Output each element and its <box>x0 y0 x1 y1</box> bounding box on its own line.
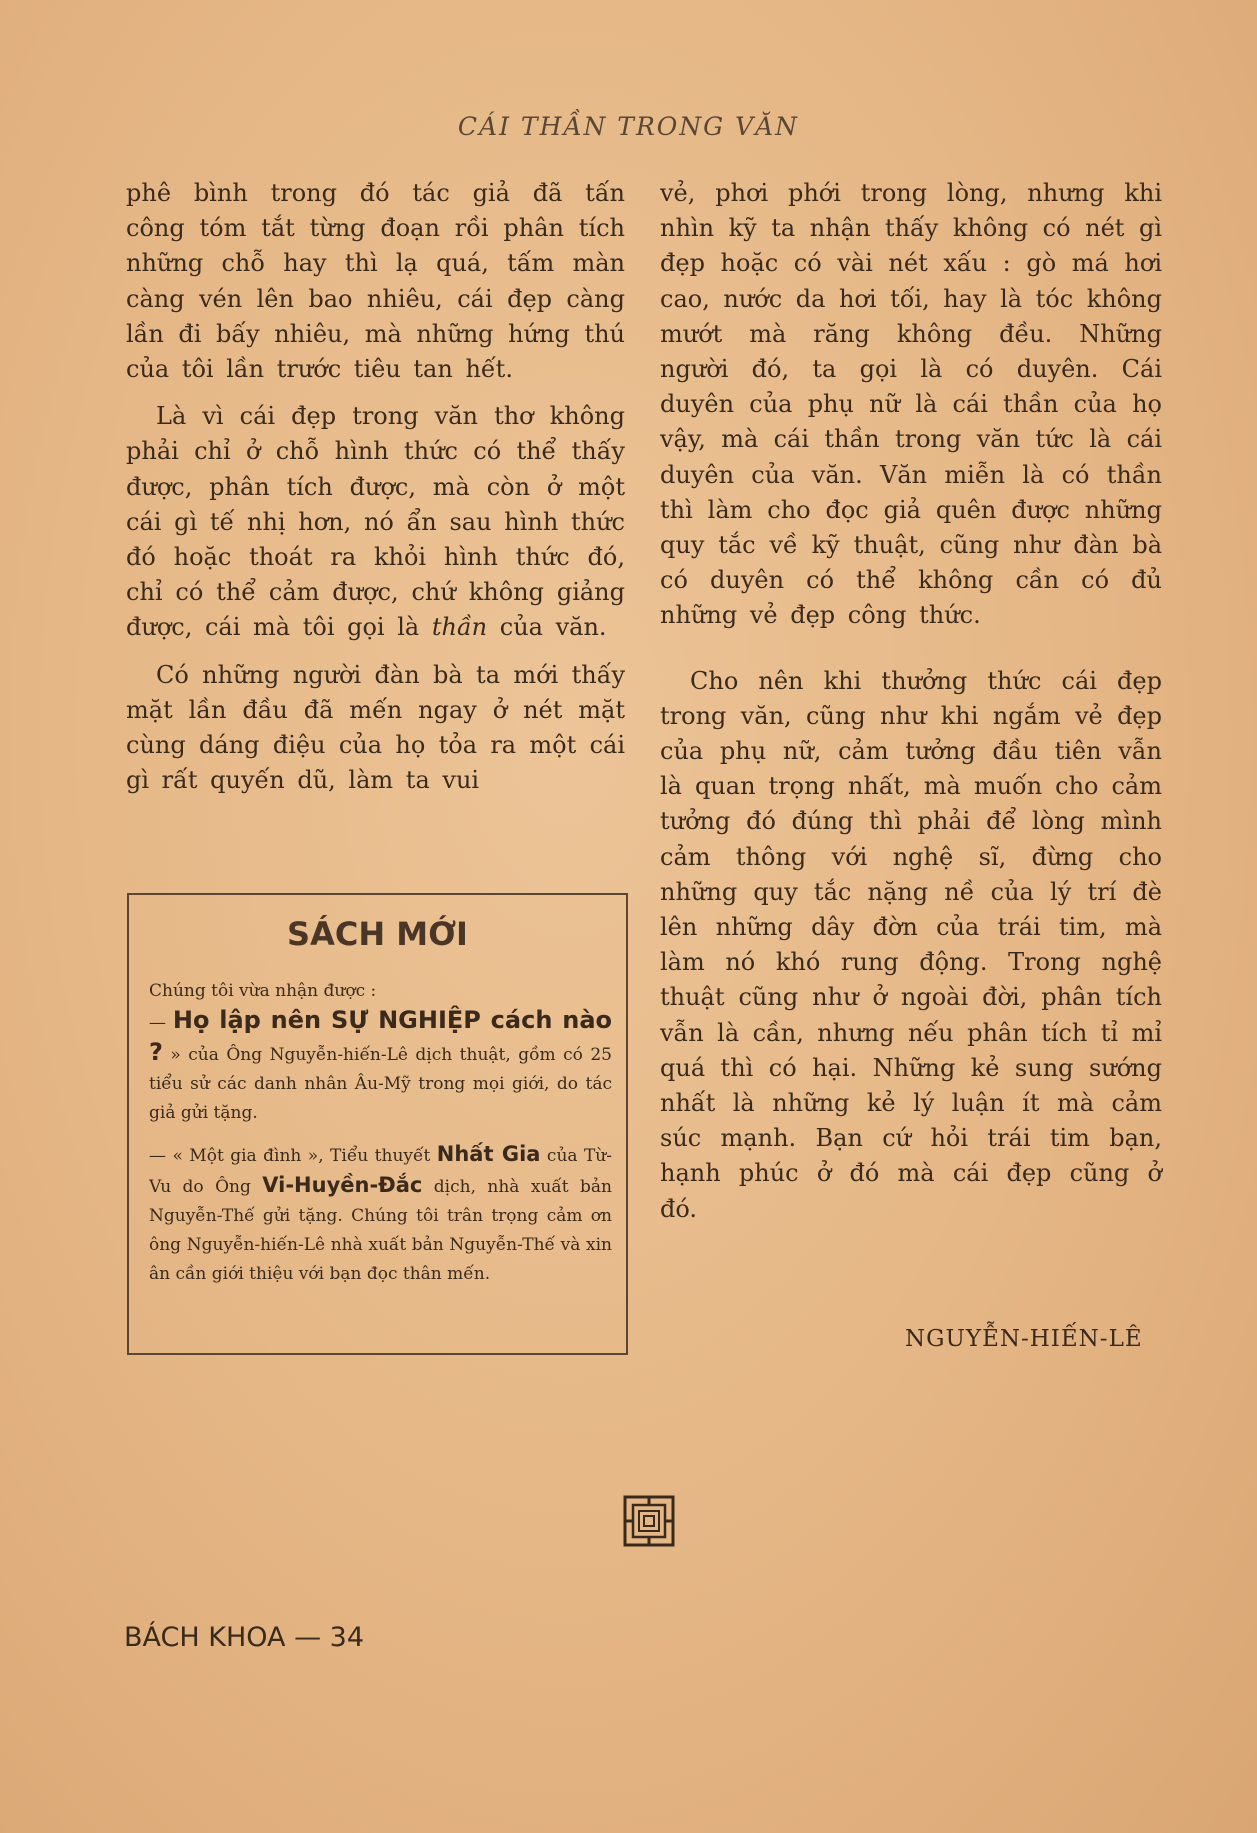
entry-text: của Từ-Vu do Ông <box>149 1146 613 1197</box>
book-entry-1 <box>149 1006 612 1128</box>
box-body <box>149 977 612 1289</box>
running-header: CÁI THẦN TRONG VĂN <box>457 112 800 141</box>
paragraph: Cho nên khi thưởng thức cái đẹp trong văn, cũng như khi ngắm vẻ đẹp của phụ nữ, cảm tưởng đầu tiên vẫn là quan trọng nhất, mà muốn cho cảm tưởng đó đúng thì phải để lòng mình cảm thông với nghệ sĩ, đừng cho những quy tắc nặng nề của lý trí đè lên những dây đờn của trái tim, mà làm nó khó rung động. Trong nghệ thuật cũng như ở ngoài đời, phân tích vẫn là cần, nhưng nếu phân tích tỉ mỉ quá thì có hại. Những kẻ sung sướng nhất là những kẻ lý luận ít mà cảm súc mạnh. Bạn cứ hỏi trái tim bạn, hạnh phúc ở đó mà cái đẹp cũng ở đó. <box>660 666 1162 1223</box>
entry-text: dịch, nhà xuất bản Nguyễn-Thế gửi tặng. Chúng tôi trân trọng cảm ơn ông Nguyễn-hiến-Lê nhà xuất bản Nguyễn-Thế và xin ân cần giới thiệu với bạn đọc thân mến. <box>149 1177 612 1284</box>
paragraph-tail: của văn. <box>487 613 607 642</box>
page-footer: BÁCH KHOA — 34 <box>124 1622 365 1653</box>
translator-name: Vi-Huyền-Đắc <box>262 1173 423 1197</box>
paragraph <box>126 399 625 645</box>
paragraph: Có những người đàn bà ta mới thấy mặt lần đầu đã mến ngay ở nét mặt cùng dáng điệu của họ tỏa ra một cái gì rất quyến dũ, làm ta vui <box>126 660 625 795</box>
new-books-box <box>127 893 628 1355</box>
book-title-1: Họ lập nên SỰ NGHIỆP cách nào ? <box>149 1006 613 1066</box>
right-column <box>660 176 1162 1227</box>
author-signature: NGUYỄN-HIẾN-LÊ <box>905 1326 1143 1352</box>
left-column <box>126 176 625 798</box>
book-title-2: Nhất Gia <box>436 1142 541 1166</box>
box-title: SÁCH MỚI <box>287 915 468 953</box>
box-top-rule <box>127 893 628 895</box>
paragraph: vẻ, phơi phới trong lòng, nhưng khi nhìn kỹ ta nhận thấy không có nét gì đẹp hoặc có vài nét xấu : gò má hơi cao, nước da hơi tối, hay là tóc không mướt mà răng không đều. Những người đó, ta gọi là có duyên. Cái duyên của phụ nữ là cái thần của họ vậy, mà cái thần trong văn tức là cái duyên của văn. Văn miễn là có thần thì làm cho đọc giả quên được những quy tắc về kỹ thuật, cũng như đàn bà có duyên có thể không cần có đủ những vẻ đẹp công thức. <box>660 179 1162 630</box>
book-entry-2 <box>149 1140 612 1289</box>
entry-lead: — « Một gia đình », Tiểu thuyết <box>149 1146 437 1166</box>
italic-word: thần <box>431 613 488 642</box>
paragraph-text: Là vì cái đẹp trong văn thơ không phải chỉ ở chỗ hình thức có thể thấy được, phân tích được, mà còn ở một cái gì tế nhị hơn, nó ẩn sau hình thức đó hoặc thoát ra khỏi hình thức đó, chỉ có thể cảm được, chứ không giảng được, cái mà tôi gọi là <box>126 402 625 642</box>
ornament-icon <box>622 1494 676 1548</box>
paragraph: phê bình trong đó tác giả đã tấn công tóm tắt từng đoạn rồi phân tích những chỗ hay thì lạ quá, tấm màn càng vén lên bao nhiêu, cái đẹp càng lần đi bấy nhiêu, mà những hứng thú của tôi lần trước tiêu tan hết. <box>126 179 625 384</box>
box-intro: Chúng tôi vừa nhận được : <box>149 981 377 1001</box>
entry-lead: — <box>149 1013 173 1033</box>
entry-text: » của Ông Nguyễn-hiến-Lê dịch thuật, gồm có 25 tiểu sử các danh nhân Âu-Mỹ trong mọi giới, do tác giả gửi tặng. <box>149 1045 612 1123</box>
box-bottom-rule <box>127 1353 628 1355</box>
